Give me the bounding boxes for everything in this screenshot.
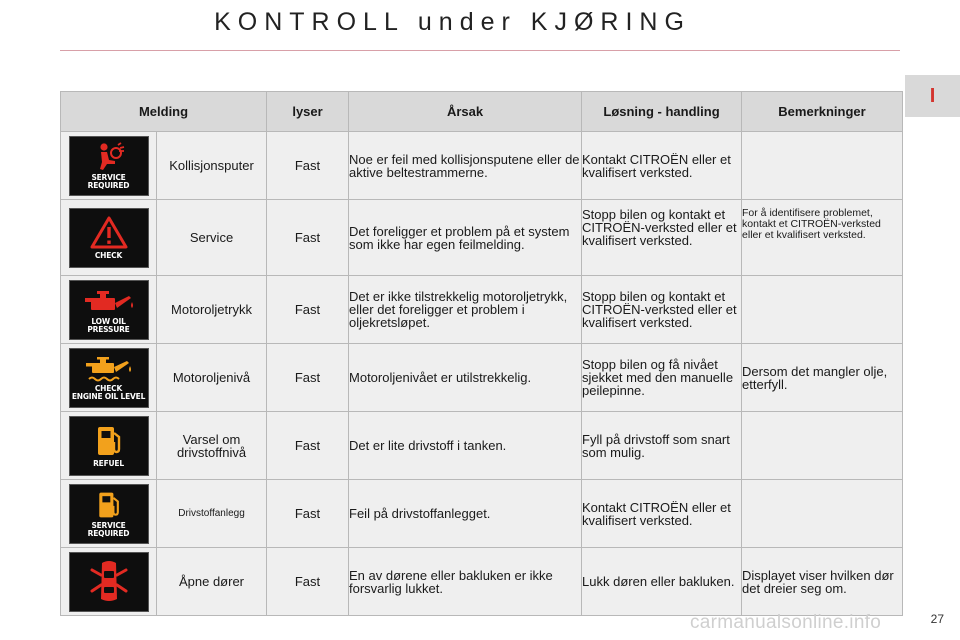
state-cell: Fast — [267, 344, 349, 412]
message-cell: Åpne dører — [157, 548, 267, 616]
indicator-label: CHECK — [94, 250, 123, 260]
table-row — [61, 480, 903, 548]
table-row — [61, 200, 903, 276]
message-cell: Service — [157, 200, 267, 276]
cause-cell: Motoroljenivået er utilstrekkelig. — [349, 344, 582, 412]
column-header-state: lyser — [267, 92, 349, 132]
remarks-cell — [742, 412, 903, 480]
indicator-oil-pressure — [69, 280, 149, 340]
remarks-cell — [742, 276, 903, 344]
page-title: KONTROLL under KJØRING — [214, 8, 691, 36]
table-header-row — [61, 92, 903, 132]
message-cell: Kollisjonsputer — [157, 132, 267, 200]
warning-triangle-icon — [89, 216, 129, 250]
indicator-cell — [61, 412, 157, 480]
table-row — [61, 344, 903, 412]
warning-lights-table — [60, 91, 903, 616]
indicator-cell — [61, 344, 157, 412]
fuel-pump-icon — [94, 424, 124, 458]
action-cell: Kontakt CITROËN eller et kvalifisert verksted. — [582, 480, 742, 548]
column-header-message: Melding — [61, 92, 267, 132]
remarks-cell — [742, 480, 903, 548]
indicator-refuel — [69, 416, 149, 476]
fuel-pump-icon — [95, 490, 123, 520]
indicator-label: LOW OIL PRESSURE — [87, 316, 130, 334]
airbag-warning-icon — [89, 142, 129, 172]
column-header-cause: Årsak — [349, 92, 582, 132]
action-cell: Stopp bilen og få nivået sjekket med den manuelle peilepinne. — [582, 344, 742, 412]
chapter-tab-label: I — [929, 84, 936, 107]
column-header-action: Løsning - handling — [582, 92, 742, 132]
indicator-cell — [61, 132, 157, 200]
table-row — [61, 132, 903, 200]
title-rule — [60, 50, 900, 51]
indicator-fuel-system — [69, 484, 149, 544]
remarks-cell: For å identifisere problemet, kontakt et CITROËN-verksted eller et kvalifisert verksted. — [742, 200, 903, 276]
indicator-cell — [61, 480, 157, 548]
message-cell: Varsel om drivstoffnivå — [157, 412, 267, 480]
message-cell: Drivstoffanlegg — [157, 480, 267, 548]
indicator-cell — [61, 276, 157, 344]
remarks-cell: Displayet viser hvilken dør det dreier seg om. — [742, 548, 903, 616]
table-row — [61, 548, 903, 616]
state-cell: Fast — [267, 480, 349, 548]
cause-cell: En av dørene eller bakluken er ikke forsvarlig lukket. — [349, 548, 582, 616]
indicator-label: CHECK ENGINE OIL LEVEL — [71, 383, 146, 401]
indicator-label: SERVICE REQUIRED — [87, 520, 130, 538]
oil-can-icon — [81, 286, 137, 316]
remarks-cell: Dersom det mangler olje, etterfyll. — [742, 344, 903, 412]
cause-cell: Det er ikke tilstrekkelig motoroljetrykk, eller det foreligger et problem i oljekretsløpet. — [349, 276, 582, 344]
indicator-label: SERVICE REQUIRED — [87, 172, 130, 190]
cause-cell: Noe er feil med kollisjonsputene eller de aktive beltestrammerne. — [349, 132, 582, 200]
action-cell: Stopp bilen og kontakt et CITROËN-verksted eller et kvalifisert verksted. — [582, 200, 742, 276]
watermark: carmanualsonline.info — [690, 612, 882, 633]
door-open-icon — [87, 557, 131, 605]
state-cell: Fast — [267, 200, 349, 276]
oil-level-icon — [83, 355, 135, 383]
state-cell: Fast — [267, 548, 349, 616]
remarks-cell — [742, 132, 903, 200]
indicator-cell — [61, 200, 157, 276]
chapter-tab[interactable] — [905, 75, 960, 117]
page-number: 27 — [930, 612, 944, 626]
indicator-door-open — [69, 552, 149, 612]
indicator-cell — [61, 548, 157, 616]
state-cell: Fast — [267, 276, 349, 344]
action-cell: Kontakt CITROËN eller et kvalifisert verksted. — [582, 132, 742, 200]
cause-cell: Feil på drivstoffanlegget. — [349, 480, 582, 548]
indicator-service — [69, 208, 149, 268]
indicator-label: REFUEL — [93, 458, 124, 468]
message-cell: Motoroljetrykk — [157, 276, 267, 344]
action-cell: Fyll på drivstoff som snart som mulig. — [582, 412, 742, 480]
indicator-airbag — [69, 136, 149, 196]
cause-cell: Det er lite drivstoff i tanken. — [349, 412, 582, 480]
message-cell: Motoroljenivå — [157, 344, 267, 412]
cause-cell: Det foreligger et problem på et system som ikke har egen feilmelding. — [349, 200, 582, 276]
state-cell: Fast — [267, 132, 349, 200]
indicator-oil-level — [69, 348, 149, 408]
state-cell: Fast — [267, 412, 349, 480]
table-row — [61, 412, 903, 480]
action-cell: Stopp bilen og kontakt et CITROËN-verksted eller et kvalifisert verksted. — [582, 276, 742, 344]
column-header-remarks: Bemerkninger — [742, 92, 903, 132]
table-row — [61, 276, 903, 344]
action-cell: Lukk døren eller bakluken. — [582, 548, 742, 616]
